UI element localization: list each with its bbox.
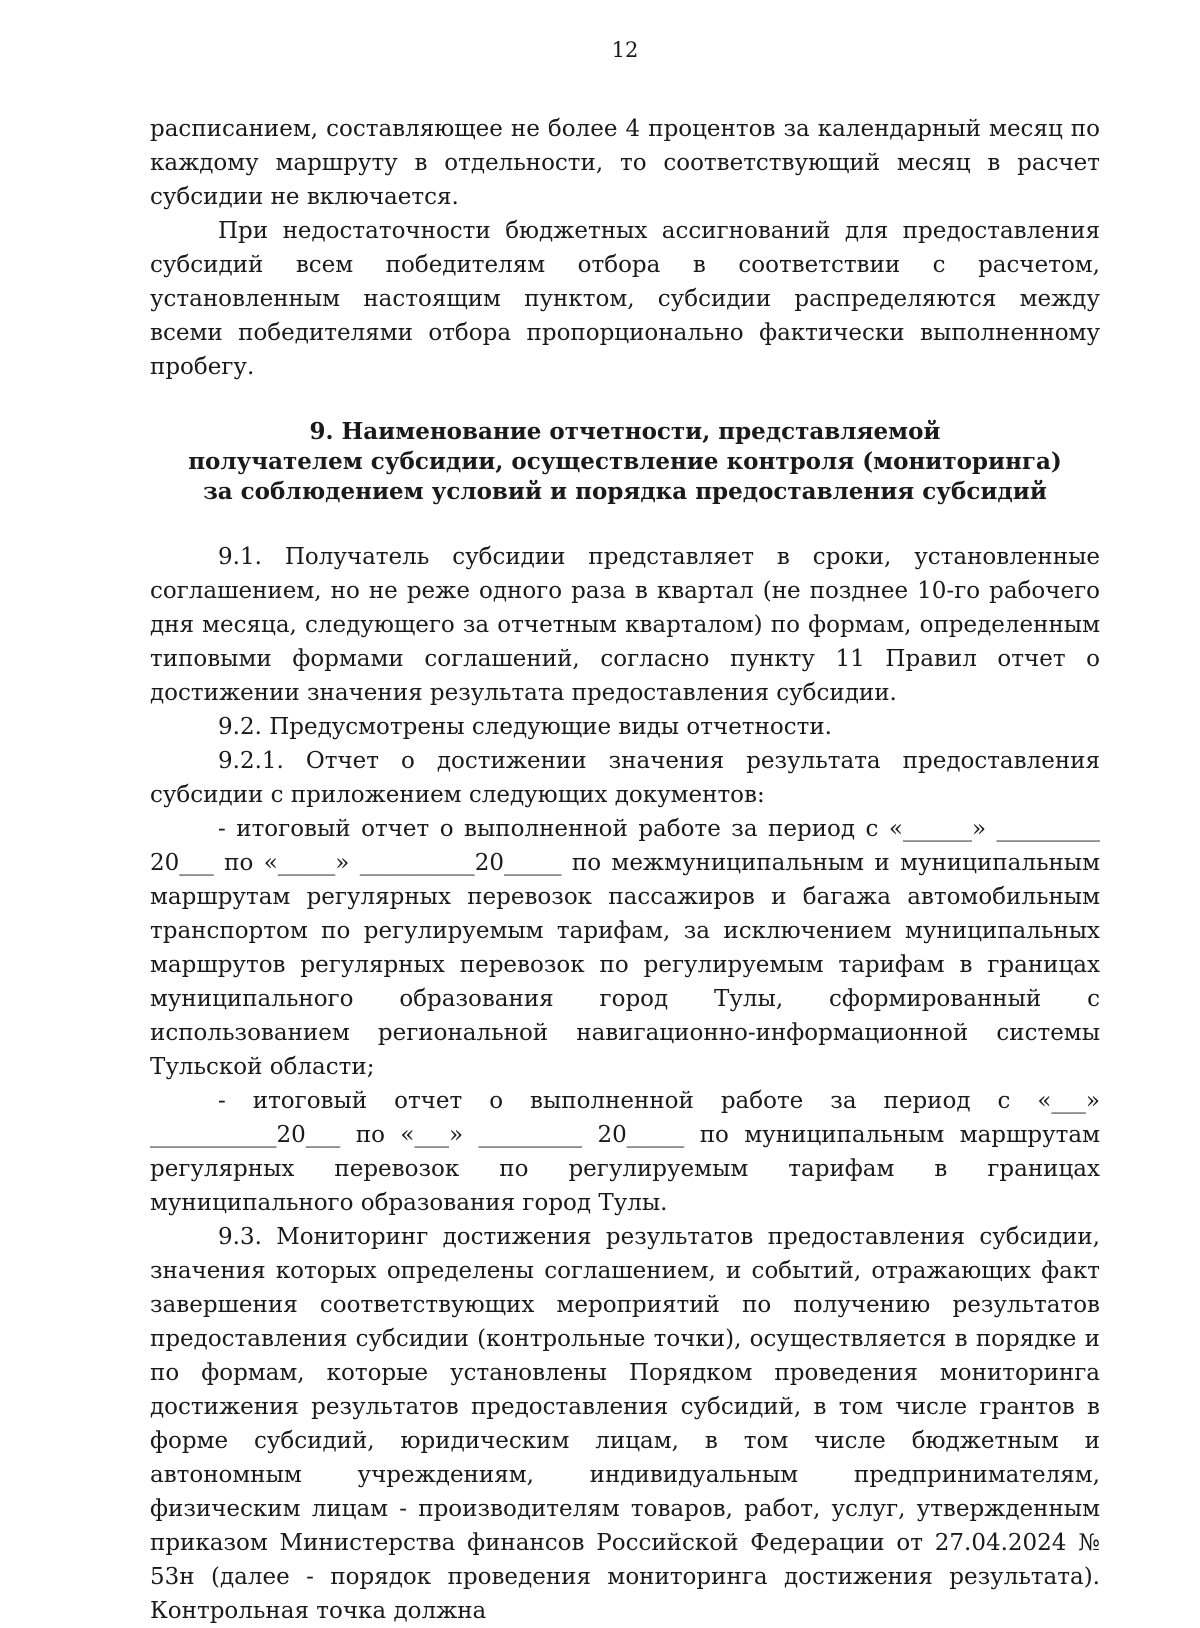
- section-heading-line: 9. Наименование отчетности, представляемой: [309, 418, 941, 445]
- paragraph-9-1: 9.1. Получатель субсидии представляет в сроки, установленные соглашением, но не реже одного раза в квартал (не позднее 10-го рабочего дня месяца, следующего за отчетным кварталом) по формам, определенным типовыми формами соглашений, согласно пункту 11 Правил отчет о достижении значения результата предоставления субсидии.: [150, 544, 1100, 706]
- list-item-report-municipal: - итоговый отчет о выполненной работе за период с «___» ___________20___ по «___» _________ 20_____ по муниципальным маршрутам регулярных перевозок по регулируемым тарифам в границах муниципального образования город Тулы.: [150, 1088, 1100, 1216]
- paragraph-9-3: 9.3. Мониторинг достижения результатов предоставления субсидии, значения которых определены соглашением, и событий, отражающих факт завершения соответствующих мероприятий по получению результатов предоставления субсидии (контрольные точки), осуществляется в порядке и по формам, которые установлены Порядком проведения мониторинга достижения результатов предоставления субсидий, в том числе грантов в форме субсидий, юридическим лицам, в том числе бюджетным и автономным учреждениям, индивидуальным предпринимателям, физическим лицам - производителям товаров, работ, услуг, утвержденным приказом Министерства финансов Российской Федерации от 27.04.2024 № 53н (далее - порядок проведения мониторинга достижения результата). Контрольная точка должна: [150, 1224, 1100, 1624]
- paragraph-budget-shortfall: При недостаточности бюджетных ассигнований для предоставления субсидий всем победителям отбора в соответствии с расчетом, установленным настоящим пунктом, субсидии распределяются между всеми победителями отбора пропорционально фактически выполненному пробегу.: [150, 218, 1100, 380]
- paragraph-9-2-1: 9.2.1. Отчет о достижении значения результата предоставления субсидии с приложением следующих документов:: [150, 748, 1100, 808]
- section-heading: [150, 417, 1100, 507]
- list-item-report-intermunicipal: - итоговый отчет о выполненной работе за период с «______» _________ 20___ по «_____» __________20_____ по межмуниципальным и муниципальным маршрутам регулярных перевозок пассажиров и багажа автомобильным транспортом по регулируемым тарифам, за исключением муниципальных маршрутов регулярных перевозок по регулируемым тарифам в границах муниципального образования город Тулы, сформированный с использованием региональной навигационно-информационной системы Тульской области;: [150, 816, 1100, 1080]
- document-body: [150, 112, 1100, 1628]
- paragraph-continuation: расписанием, составляющее не более 4 процентов за календарный месяц по каждому маршруту в отдельности, то соответствующий месяц в расчет субсидии не включается.: [150, 116, 1100, 210]
- section-heading-line: получателем субсидии, осуществление контроля (мониторинга): [188, 448, 1062, 475]
- paragraph-9-2: 9.2. Предусмотрены следующие виды отчетности.: [218, 714, 832, 740]
- page-number: 12: [611, 38, 639, 62]
- section-heading-line: за соблюдением условий и порядка предоставления субсидий: [203, 478, 1047, 505]
